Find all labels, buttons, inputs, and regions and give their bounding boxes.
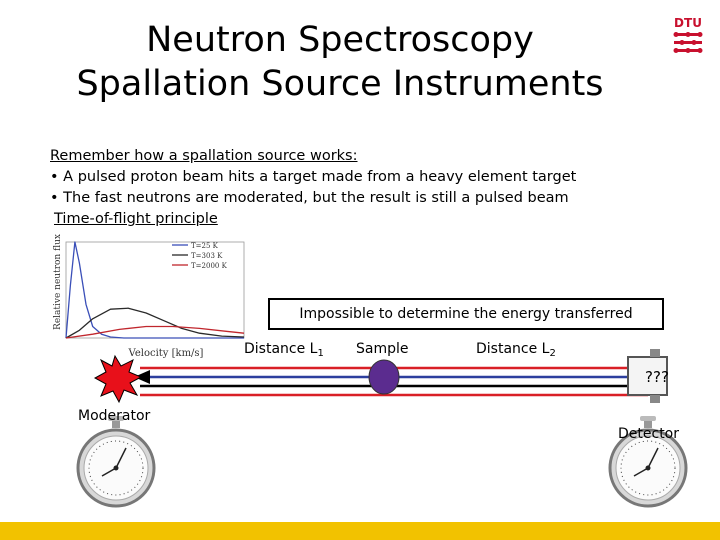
title-line-1: Neutron Spectroscopy — [146, 20, 534, 60]
sample-label: Sample — [356, 341, 409, 357]
detector-box-label: ??? — [645, 368, 669, 386]
logo-text: DTU — [674, 16, 702, 30]
stopwatch-icon — [78, 416, 154, 506]
distance-l1-label: Distance $L_1$ — [244, 341, 324, 359]
intro-subheading: Time-of-flight principle — [54, 211, 218, 227]
legend-label-0: T=25 K — [191, 242, 218, 250]
detector-box-cap-bottom — [650, 395, 660, 403]
footer-accent-bar — [0, 522, 720, 540]
detector-box-cap-top — [650, 349, 660, 357]
distance-l2-label: Distance $L_2$ — [476, 341, 556, 359]
intro-bullet-1: • A pulsed proton beam hits a target made from a heavy element target — [50, 169, 577, 185]
sample-icon — [369, 360, 399, 394]
chart-ylabel: Relative neutron flux — [53, 234, 63, 330]
intro-heading: Remember how a spallation source works: — [50, 148, 358, 164]
legend-label-1: T=303 K — [191, 252, 223, 260]
moderator-label: Moderator — [78, 408, 151, 424]
title-line-2: Spallation Source Instruments — [76, 64, 604, 104]
moderator-icon — [95, 356, 141, 402]
detector-label: Detector — [618, 426, 680, 442]
chart-xlabel: Velocity [km/s] — [128, 348, 204, 359]
legend-label-2: T=2000 K — [191, 262, 227, 270]
callout-box: Impossible to determine the energy transferred — [268, 298, 664, 330]
intro-bullet-2: • The fast neutrons are moderated, but the result is still a pulsed beam — [50, 190, 569, 206]
